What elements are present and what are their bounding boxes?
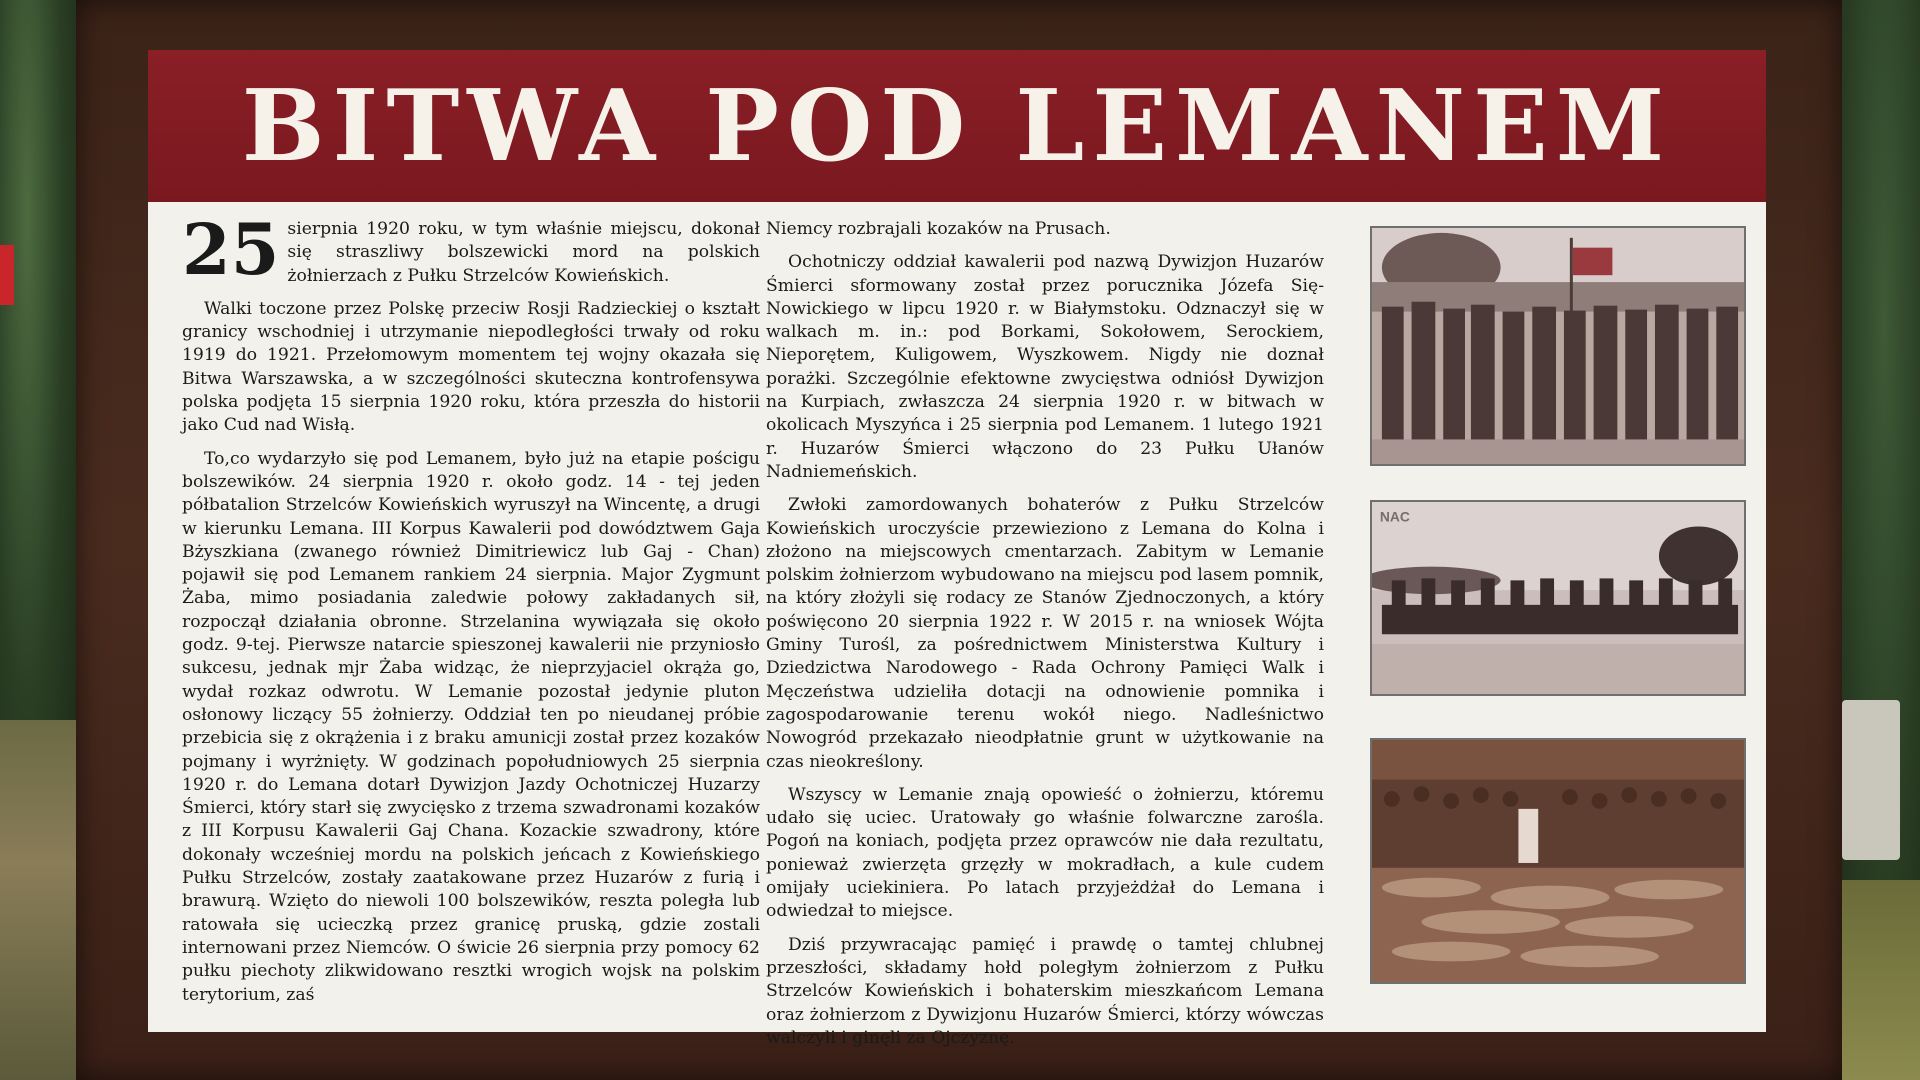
cavalry-line-photo xyxy=(1370,500,1746,696)
text-column-left xyxy=(182,208,760,1017)
paragraph: Ochotniczy oddział kawalerii pod nazwą Dywizjon Huzarów Śmierci sformowany został przez porucznika Józefa Się-Nowickiego w lipcu 1920 r. w Białymstoku. Odznaczył się w walkach m. in.: pod Borkami, Sokołowem, Serockiem, Nieporętem, Kuligowem, Wyszkowem. Nigdy nie doznał porażki. Szczególnie efektowne zwycięstwa odniósł Dywizjon na Kurpiach, zwłaszcza 24 sierpnia 1920 r. w bitwach w okolicach Myszyńca i 25 sierpnia pod Lemanem. 1 lutego 1921 r. Huzarów Śmierci włączono do 23 Pułku Ułanów Nadniemeńskich. xyxy=(766,252,1324,482)
paragraph: Niemcy rozbrajali kozaków na Prusach. xyxy=(766,219,1111,239)
board-title: BITWA POD LEMANEM xyxy=(241,68,1673,184)
paragraph: Dziś przywracając pamięć i prawdę o tamtej chlubnej przeszłości, składamy hołd poległym żołnierzom z Pułku Strzelców Kowieńskich i bohaterskim mieszkańcom Lemana oraz żołnierzom z Dywizjonu Huzarów Śmierci, którzy wówczas walczyli i ginęli za Ojczyznę. xyxy=(766,934,1324,1048)
paragraph: Walki toczone przez Polskę przeciw Rosji Radzieckiej o kształt granicy wschodniej i utrzymanie niepodległości trwały od roku 1919 do 1921. Przełomowym momentem tej wojny okazała się Bitwa Warszawska, a w szczególności skuteczna kontrofensywa polska podjęta 15 sierpnia 1920 roku, która przeszła do historii jako Cud nad Wisłą. xyxy=(182,298,760,436)
soldiers-group-photo xyxy=(1370,226,1746,466)
paragraph: Zwłoki zamordowanych bohaterów z Pułku Strzelców Kowieńskich uroczyście przewieziono z Lemana do Kolna i złożono na miejscowych cmentarzach. Zabitym w Lemanie polskim żołnierzom wybudowano na miejscu pod lasem pomnik, na który złożyli się rodacy ze Stanów Zjednoczonych, a który poświęcono 20 sierpnia 1922 r. W 2015 r. na wniosek Wójta Gminy Turośl, za pośrednictwem Ministerstwa Kultury i Dziedzictwa Narodowego - Rada Ochrony Pamięci Walk i Męczeństwa udzieliła dotacji na odnowienie pomnika i zagospodarowanie terenu wokół niego. Nadleśnictwo Nowogród przekazało nieodpłatnie grunt w użytkowanie na czas nieokreślony. xyxy=(766,495,1324,772)
title-banner xyxy=(148,50,1766,202)
paragraph: To,co wydarzyło się pod Lemanem, było już na etapie pościgu bolszewików. 24 sierpnia 1920 r. około godz. 14 - tej jeden półbatalion Strzelców Kowieńskich wyruszył na Wincentę, a drugi w kierunku Lemana. III Korpus Kawalerii pod dowództwem Gaja Bżyszkiana (zwanego również Dimitriewicz lub Gaj - Chan) pojawił się pod Lemanem rankiem 24 sierpnia. Major Zygmunt Żaba, mimo posiadania zaledwie połowy zakładanych sił, rozpoczął działania obronne. Strzelanina wywiązała się około godz. 9-tej. Pierwsze natarcie spieszonej kawalerii nie przyniosło sukcesu, jednak mjr Żaba widząc, że nieprzyjaciel okrąża go, wydał rozkaz odwrotu. W Lemanie pozostał jedynie pluton osłonowy liczący 55 żołnierzy. Oddział ten po nieudanej próbie przebicia się z okrążenia i z braku amunicji został przez kozaków pojmany i wyrżnięty. W godzinach popołudniowych 25 sierpnia 1920 r. do Lemana dotarł Dywizjon Jazdy Ochotniczej Huzarzy Śmierci, który starł się zwycięsko z trzema szwadronami kozaków z III Korpusu Kawalerii Gaj Chana. Kozackie szwadrony, które dokonały wcześniej mordu na polskich jeńcach z Kowieńskiego Pułku Strzelców, zostały zaatakowane przez Huzarów z furią i brawurą. Wzięto do niewoli 100 bolszewików, reszta poległa lub ratowała się ucieczką przez granicę pruską, gdzie zostali internowani przez Niemców. O świcie 26 sierpnia przy pomocy 62 pułku piechoty zlikwidowano resztki wrogich wojsk na polskim terytorium, zaś xyxy=(182,448,760,1005)
text-column-middle xyxy=(766,218,1324,1060)
grass xyxy=(1830,880,1920,1080)
dropcap-number: 25 xyxy=(182,208,280,291)
fallen-soldiers-photo xyxy=(1370,738,1746,984)
right-foliage-background xyxy=(1830,0,1920,1080)
red-flag xyxy=(0,245,14,305)
stone-post xyxy=(1842,700,1900,860)
paragraph: Wszyscy w Lemanie znają opowieść o żołnierzu, któremu udało się uciec. Uratowały go właśnie folwarczne zarośla. Pogoń na koniach, podjęta przez oprawców nie dała rezultatu, ponieważ zwierzęta grzęzły w mokradłach, a kule cudem omijały uciekiniera. Po latach przyjeżdżał do Lemana i odwiedzał to miejsce. xyxy=(766,784,1324,922)
svg-text:NAC: NAC xyxy=(1379,509,1410,525)
information-board xyxy=(148,50,1766,1048)
paragraph: 25 sierpnia 1920 roku, w tym właśnie miejscu, dokonał się straszliwy bolszewicki mord na polskich żołnierzach z Pułku Strzelców Kowieńskich. xyxy=(182,208,760,291)
